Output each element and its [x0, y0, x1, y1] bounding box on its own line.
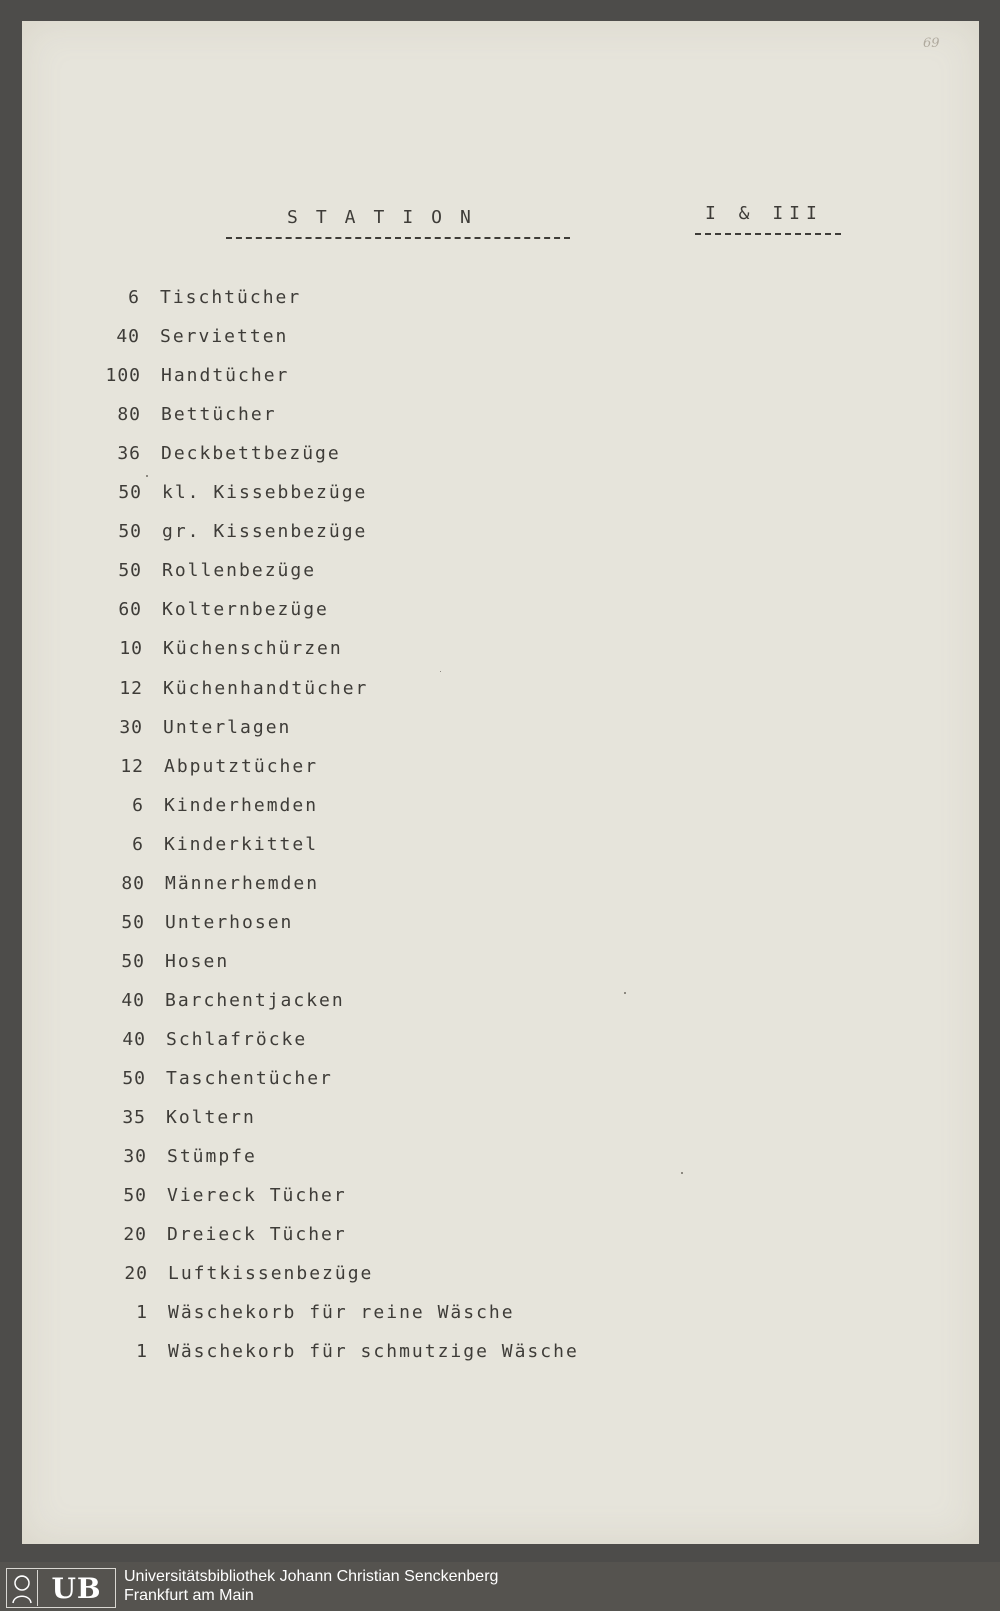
item-name: Luftkissenbezüge	[168, 1263, 374, 1284]
item-name: Handtücher	[161, 365, 290, 386]
item-quantity: 1	[136, 1302, 148, 1323]
item-name: Stümpfe	[167, 1146, 257, 1167]
item-quantity: 6	[128, 287, 140, 308]
page-number: 69	[923, 36, 940, 51]
item-quantity: 50	[122, 1068, 146, 1089]
item-name: Küchenhandtücher	[163, 678, 369, 699]
item-quantity: 6	[132, 834, 144, 855]
paper-speck	[146, 475, 148, 477]
item-name: Hosen	[165, 951, 230, 972]
item-name: Bettücher	[161, 404, 277, 425]
item-quantity: 50	[123, 1185, 147, 1206]
item-name: Dreieck Tücher	[167, 1224, 347, 1245]
item-quantity: 6	[132, 795, 144, 816]
item-name: Wäschekorb für reine Wäsche	[168, 1302, 515, 1323]
item-quantity: 20	[123, 1224, 147, 1245]
document-page	[22, 21, 979, 1544]
item-name: Barchentjacken	[165, 990, 345, 1011]
item-name: Kinderhemden	[164, 795, 319, 816]
item-name: Unterlagen	[163, 717, 292, 738]
item-quantity: 10	[119, 638, 143, 659]
item-quantity: 50	[118, 560, 142, 581]
item-name: Männerhemden	[165, 873, 320, 894]
item-name: Kolternbezüge	[162, 599, 329, 620]
item-quantity: 40	[116, 326, 140, 347]
item-name: Küchenschürzen	[163, 638, 343, 659]
item-quantity: 30	[119, 717, 143, 738]
heading-station-numbers: I & III	[705, 203, 823, 224]
item-quantity: 40	[121, 990, 145, 1011]
item-name: kl. Kissebbezüge	[162, 482, 368, 503]
item-name: Rollenbezüge	[162, 560, 317, 581]
paper-speck	[681, 1172, 683, 1174]
item-quantity: 20	[124, 1263, 148, 1284]
item-quantity: 80	[121, 873, 145, 894]
item-name: Wäschekorb für schmutzige Wäsche	[168, 1341, 579, 1362]
portrait-icon	[7, 1570, 38, 1606]
item-quantity: 35	[122, 1107, 146, 1128]
item-name: Tischtücher	[160, 287, 302, 308]
item-quantity: 50	[121, 951, 145, 972]
heading-numbers-underline	[695, 233, 841, 235]
item-quantity: 40	[122, 1029, 146, 1050]
item-quantity: 36	[117, 443, 141, 464]
footer-library-name: Universitätsbibliothek Johann Christian Senckenberg	[124, 1568, 499, 1585]
item-name: Deckbettbezüge	[161, 443, 341, 464]
item-name: Viereck Tücher	[167, 1185, 347, 1206]
paper-speck	[440, 671, 441, 672]
item-quantity: 50	[121, 912, 145, 933]
item-quantity: 60	[118, 599, 142, 620]
item-quantity: 100	[105, 365, 141, 386]
library-footer	[0, 1562, 1000, 1611]
item-quantity: 50	[118, 521, 142, 542]
item-name: gr. Kissenbezüge	[162, 521, 368, 542]
logo-text: UB	[51, 1571, 102, 1605]
item-name: Servietten	[160, 326, 289, 347]
item-name: Schlafröcke	[166, 1029, 308, 1050]
library-logo	[6, 1568, 116, 1608]
item-name: Taschentücher	[166, 1068, 333, 1089]
item-quantity: 12	[119, 678, 143, 699]
item-quantity: 1	[136, 1341, 148, 1362]
item-name: Abputztücher	[164, 756, 319, 777]
paper-speck	[624, 992, 626, 994]
item-quantity: 80	[117, 404, 141, 425]
item-name: Unterhosen	[165, 912, 294, 933]
heading-station: STATION	[287, 207, 489, 228]
item-quantity: 12	[120, 756, 144, 777]
item-name: Kinderkittel	[164, 834, 319, 855]
heading-station-underline	[226, 237, 570, 239]
item-name: Koltern	[166, 1107, 256, 1128]
footer-library-city: Frankfurt am Main	[124, 1587, 254, 1604]
item-quantity: 50	[118, 482, 142, 503]
item-quantity: 30	[123, 1146, 147, 1167]
